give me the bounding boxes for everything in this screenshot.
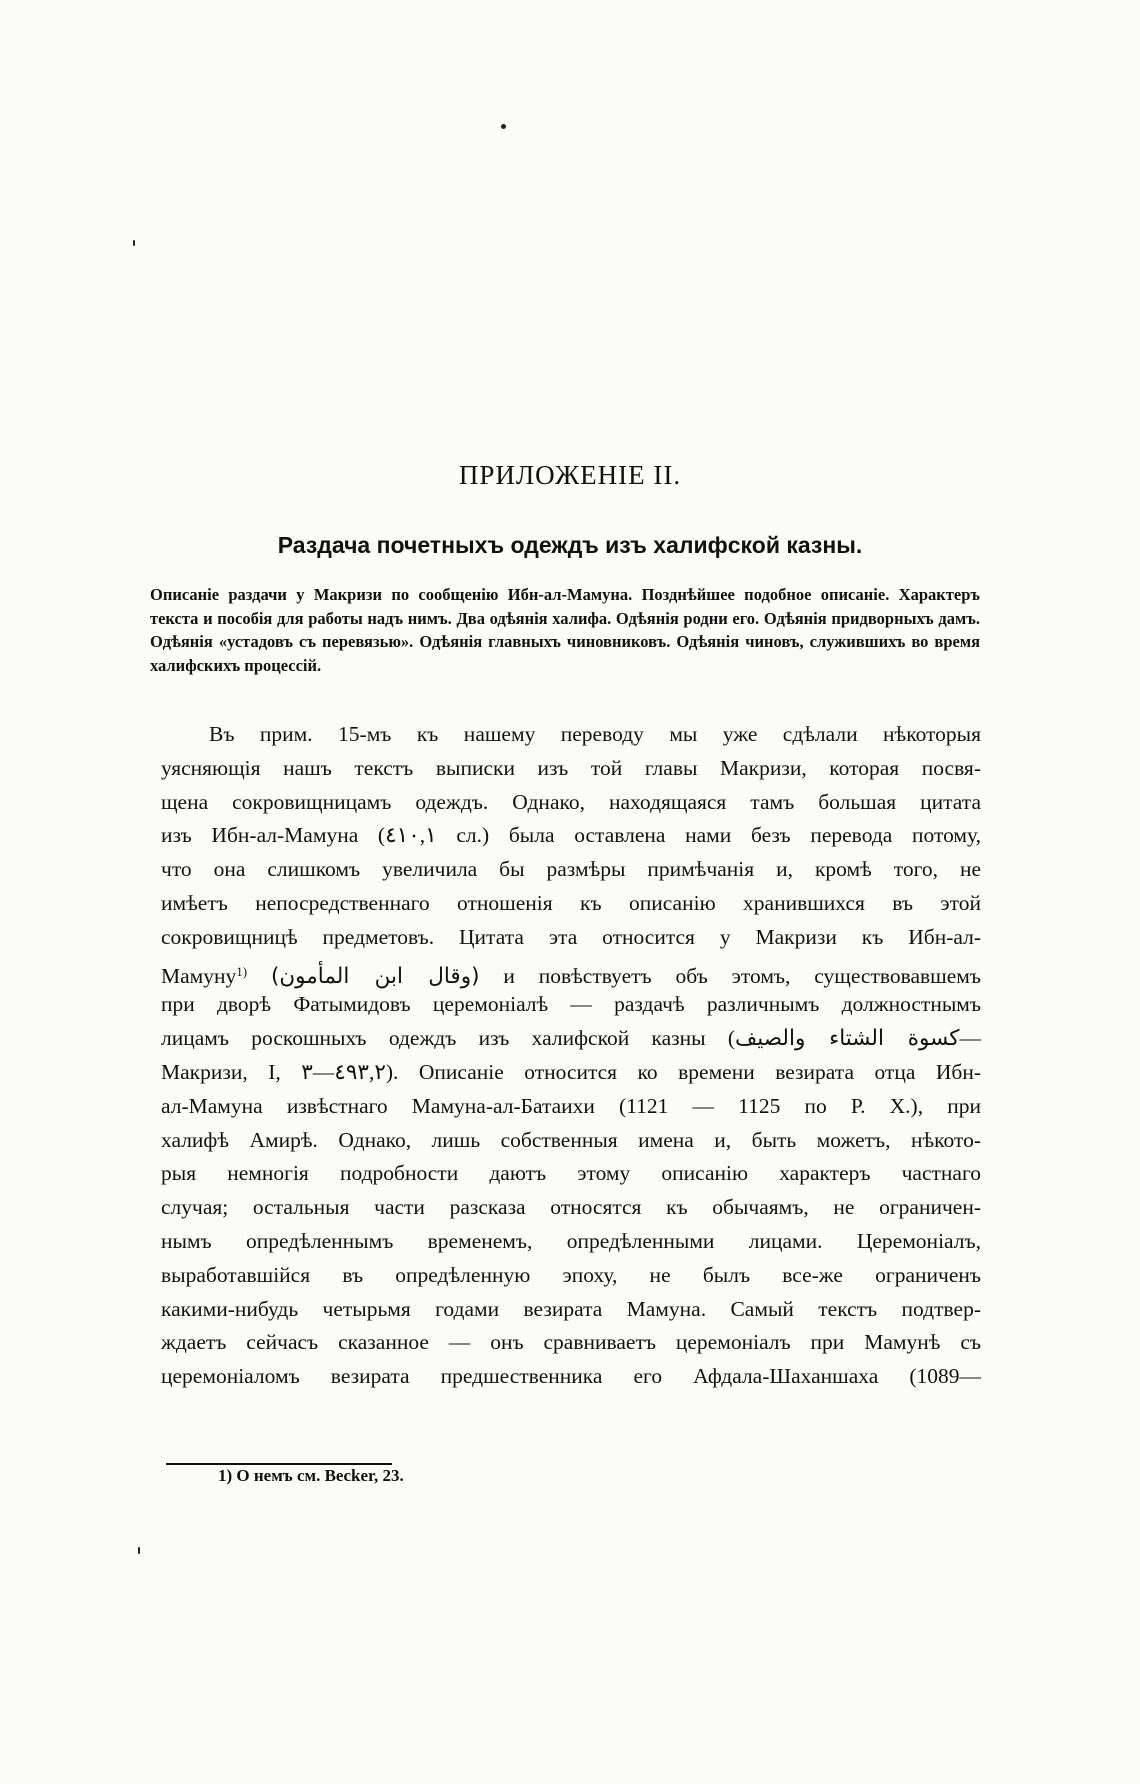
- main-text: [161, 718, 981, 1394]
- footnote: 1) О немъ см. Becker, 23.: [218, 1466, 404, 1485]
- chapter-summary: Описаніе раздачи у Макризи по сообщенію Ибн-ал-Мамуна. Позднѣйшее подобное описаніе. Характеръ текста и пособія для работы надъ нимъ. Два одѣянія халифа. Одѣянія родни его. Одѣянія придворныхъ дамъ. Одѣянія «устадовъ съ перевязью». Одѣянія главныхъ чиновниковъ. Одѣянія чиновъ, служившихъ во время халифскихъ процессій.: [150, 585, 980, 675]
- text-line: какими-нибудь четырьмя годами везирата Мамуна. Самый текстъ подтвер-: [161, 1296, 981, 1321]
- footnote-divider: [166, 1463, 392, 1465]
- text-line-with-arabic-quote: [161, 1022, 981, 1056]
- text-line: нымъ опредѣленнымъ временемъ, опредѣленными лицами. Церемоніалъ,: [161, 1228, 981, 1253]
- text-line: имѣетъ непосредственнаго отношенія къ описанію хранившихся въ этой: [161, 890, 981, 915]
- text-line: выработавшійся въ опредѣленную эпоху, не былъ все-же ограниченъ: [161, 1262, 981, 1287]
- line-text: и повѣствуетъ объ этомъ, существовавшемъ: [479, 963, 981, 988]
- chapter-subtitle: Раздача почетныхъ одеждъ изъ халифской казны.: [277, 532, 863, 558]
- ink-speck: [501, 124, 506, 129]
- text-line-with-arabic-quote: [161, 955, 981, 989]
- line-text: лицамъ роскошныхъ одеждъ изъ халифской казны (: [161, 1026, 736, 1051]
- text-line: случая; остальныя части разсказа относятся къ обычаямъ, не ограничен-: [161, 1195, 981, 1220]
- ink-speck: [133, 240, 135, 246]
- line-text: —: [959, 1026, 981, 1051]
- text-line: изъ Ибн-ал-Мамуна (٤١٠,١ сл.) была оставлена нами безъ перевода потому,: [161, 823, 981, 848]
- line-text: Мамуну: [161, 963, 237, 988]
- ink-speck: [138, 1547, 140, 1554]
- footnote-marker: 1): [236, 963, 248, 979]
- text-line: уясняющія нашъ текстъ выписки изъ той главы Макризи, которая посвя-: [161, 755, 981, 780]
- arabic-quote: كسوة الشتاء والصيف: [735, 1026, 960, 1052]
- text-line: Макризи, I, ٤٩٣,٢—٣). Описаніе относится ко времени везирата отца Ибн-: [161, 1059, 981, 1084]
- text-line: ал-Мамуна извѣстнаго Мамуна-ал-Батаихи (1121 — 1125 по Р. Х.), при: [161, 1093, 981, 1118]
- text-line: сокровищницѣ предметовъ. Цитата эта относится у Макризи къ Ибн-ал-: [161, 924, 981, 949]
- text-line: что она слишкомъ увеличила бы размѣры примѣчанія и, кромѣ того, не: [161, 857, 981, 882]
- arabic-quote: (وقال ابن المأمون): [270, 963, 480, 989]
- text-line: при дворѣ Фатымидовъ церемоніалѣ — раздачѣ различнымъ должностнымъ: [161, 992, 981, 1017]
- text-line: щена сокровищницамъ одеждъ. Однако, находящаяся тамъ большая цитата: [161, 789, 981, 814]
- text-line: халифѣ Амирѣ. Однако, лишь собственныя имена и, быть можетъ, нѣкото-: [161, 1127, 981, 1152]
- text-line: церемоніаломъ везирата предшественника его Афдала-Шаханшаха (1089—: [161, 1364, 981, 1389]
- text-line: ждаетъ сейчасъ сказанное — онъ сравниваетъ церемоніалъ при Мамунѣ съ: [161, 1330, 981, 1355]
- text-line: Въ прим. 15-мъ къ нашему переводу мы уже сдѣлали нѣкоторыя: [209, 722, 981, 746]
- text-line: рыя немногія подробности даютъ этому описанію характеръ частнаго: [161, 1161, 981, 1186]
- appendix-heading: ПРИЛОЖЕНІЕ II.: [458, 460, 682, 490]
